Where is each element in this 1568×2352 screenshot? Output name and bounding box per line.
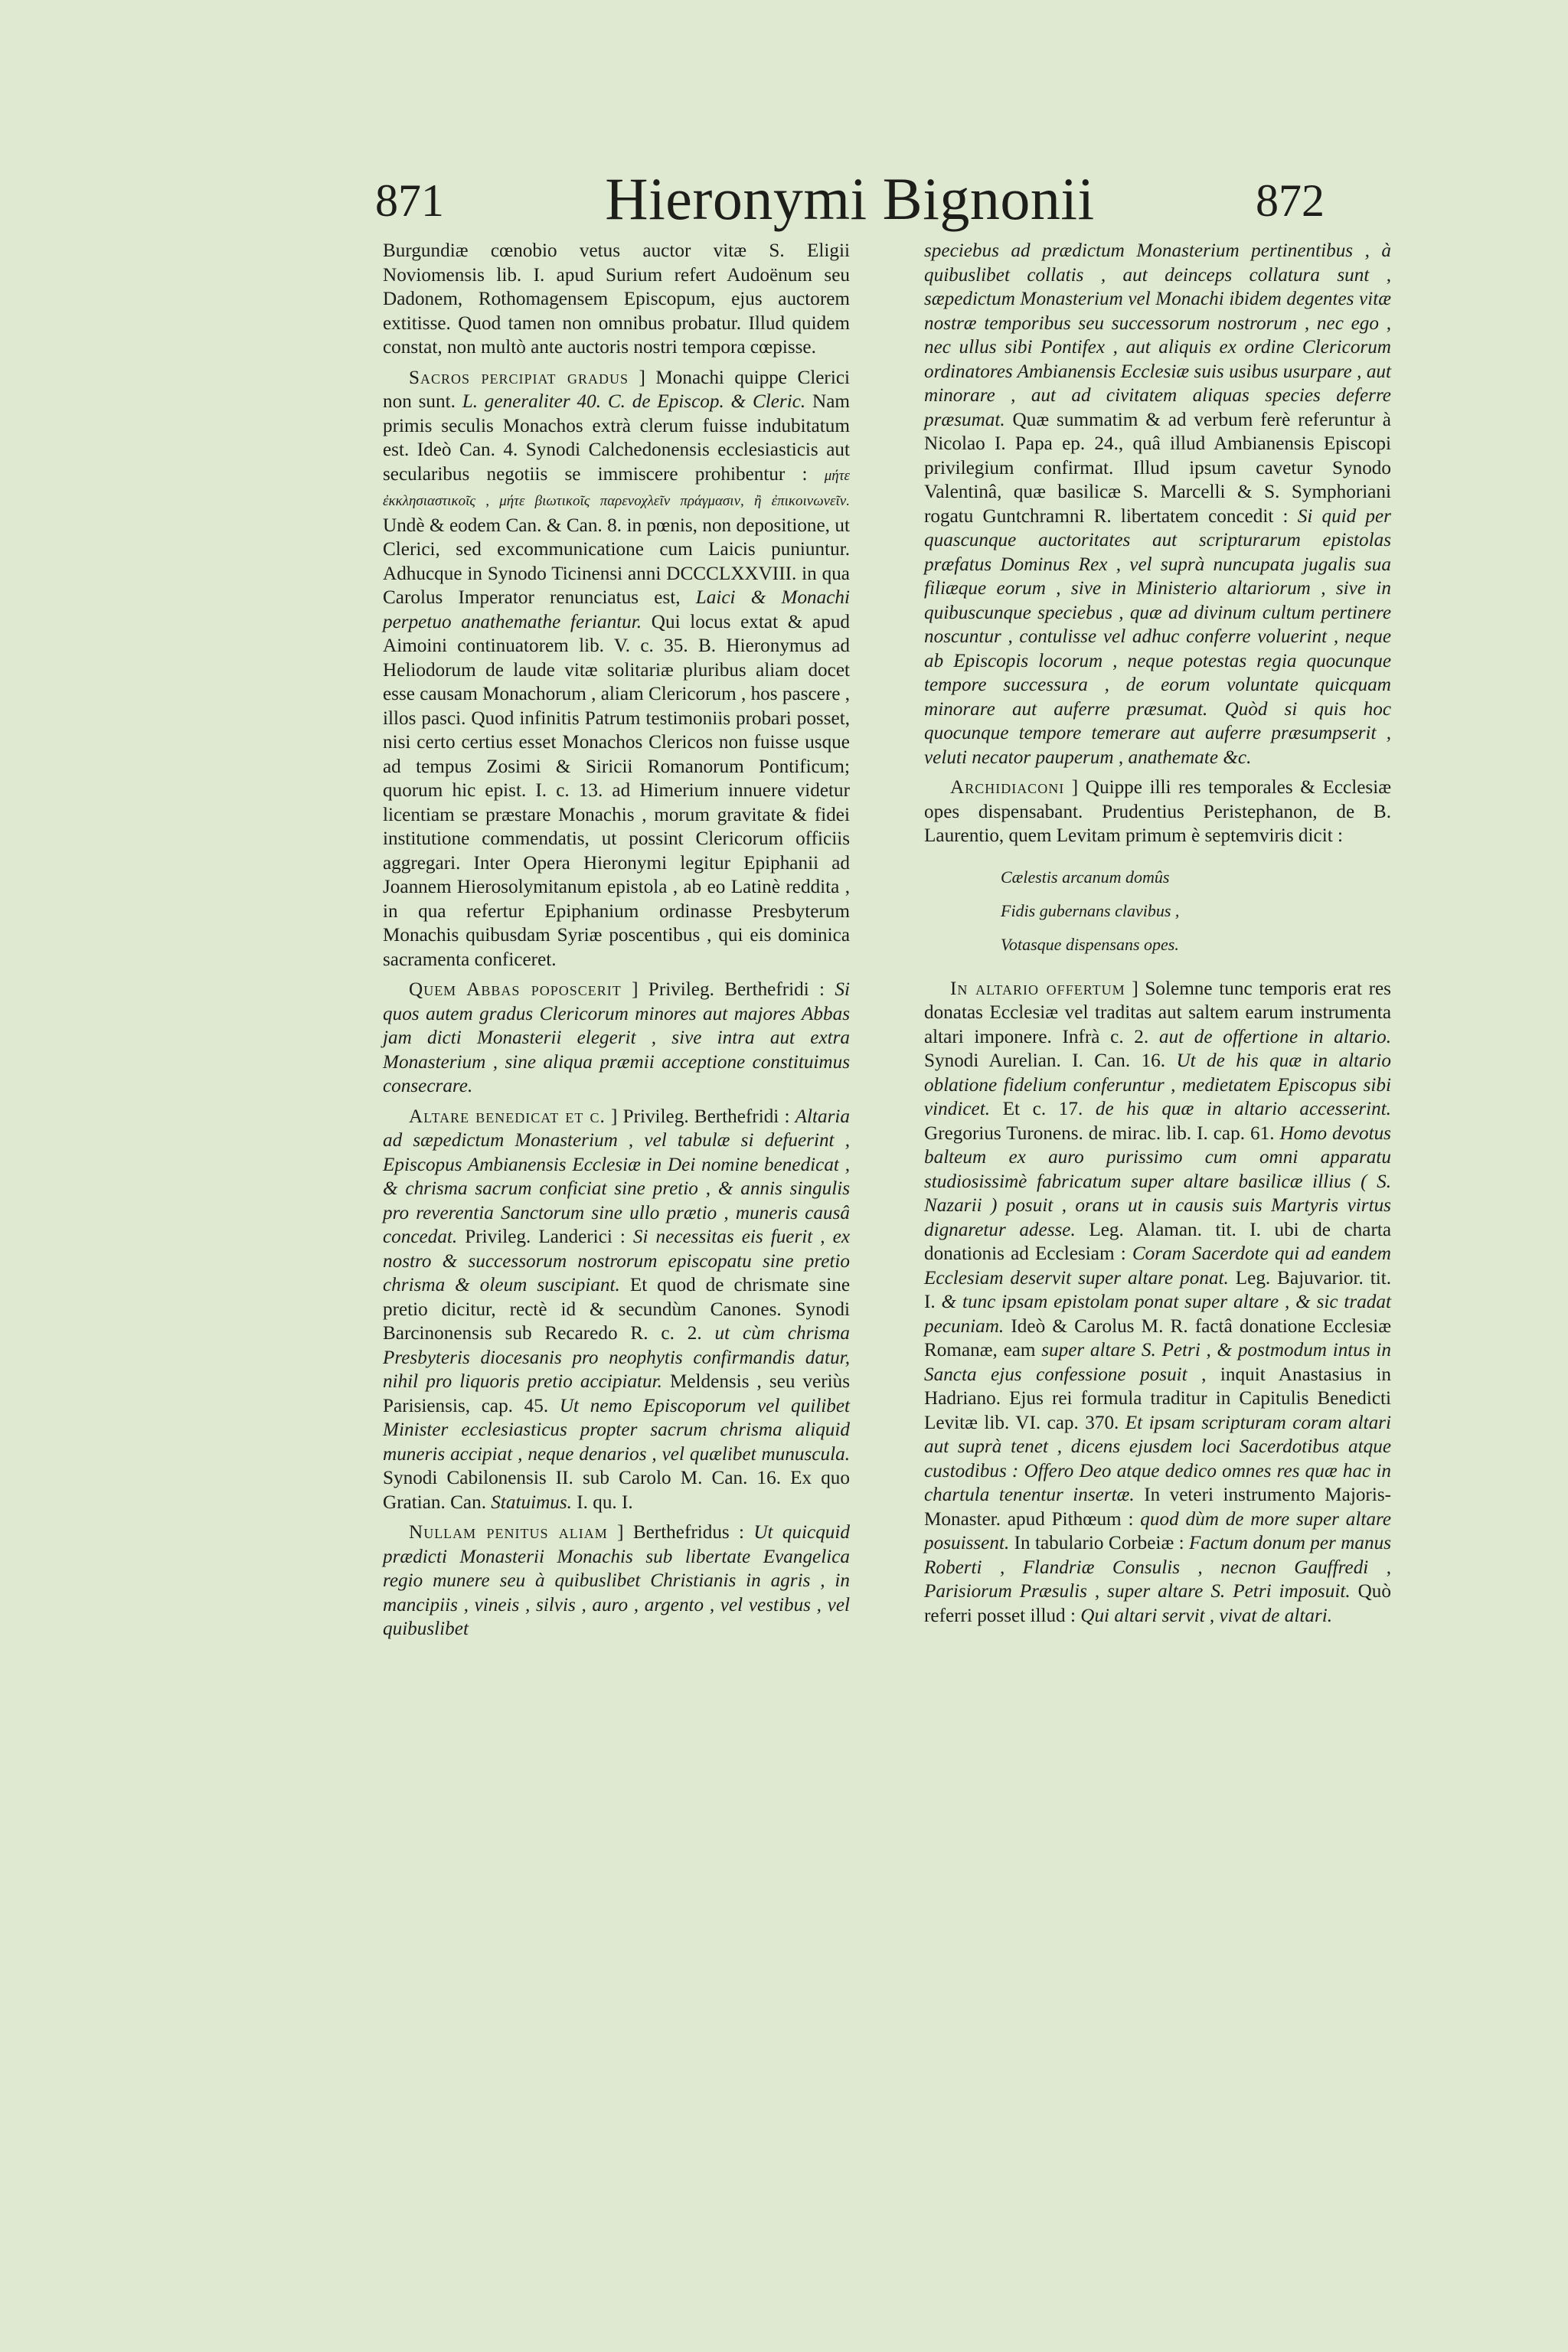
text-run: ] Privileg. Berthefridi : (605, 1106, 795, 1127)
verse-line: Votasque dispensans opes. (1001, 934, 1179, 954)
text-run: ] Quippe illi res temporales & Ecclesiæ opes dispensabant. Prudentius Peristephanon, de B. Laurentio, quem Levitam primum è septemviris dicit : (924, 777, 1391, 846)
text-run: ] Solemne tunc temporis erat res donatas Ecclesiæ vel traditas aut saltem earum instrumenta altari imponere. Infrà c. 2. (924, 978, 1391, 1047)
text-run: Synodi Aurelian. I. Can. 16. (924, 1050, 1177, 1071)
paragraph (924, 776, 1391, 848)
quotation: Si quid per quascunque auctoritates aut scripturarum epistolas præfatus Dominus Rex , vel suprà nuncupata jugalis sua filiæque eorum , sive in Ministerio altariorum , sive in quibuscunque speciebus , quæ ad divinum cultum pertinere noscuntur , contulisse vel adhuc conferre voluerint , neque ab Episcopis locorum , neque potestas regia quocunque tempore successura , de eorum voluntate quicquam minorare aut auferre præsumat. Quòd si quis hoc quocunque tempore temerare aut auferre præsumpserit , veluti necator pauperum , anathemate &c. (924, 505, 1391, 768)
quotation: quod dùm de more super altare posuissent. (924, 1508, 1392, 1553)
text-run: ] Monachi quippe Clerici non sunt. (383, 367, 850, 412)
quotation: super altare S. Petri , & postmodum intus in Sancta ejus confessione posuit (924, 1340, 1391, 1385)
text-run: In tabulario Corbeiæ : (1009, 1533, 1190, 1553)
text-run: In veteri instrumento Majoris-Monaster. apud Pithœum : (924, 1485, 1392, 1530)
lemma: Archidiaconi (950, 777, 1065, 798)
citation: Statuimus. (491, 1491, 572, 1513)
text-run: Et c. 17. (990, 1099, 1096, 1119)
text-run: Leg. Alaman. tit. I. ubi de charta donationis ad Ecclesiam : (924, 1219, 1392, 1264)
text-run: Quò referri posset illud : (924, 1581, 1391, 1626)
page-number-right: 872 (1256, 175, 1325, 226)
quotation: Ut de his quæ in altario oblatione fidelium conferuntur , medietatem Episcopus sibi vindicet. (924, 1050, 1391, 1119)
quotation: Et ipsam scripturam coram altari aut suprà tenet , dicens ejusdem loci Sacerdotibus atque custodibus : Offero Deo atque dedico omnes res quæ hac in chartula tenentur insertæ. (924, 1412, 1391, 1505)
text-run: Synodi Cabilonensis II. sub Carolo M. Can. 16. Ex quo Gratian. Can. (383, 1468, 850, 1513)
page-number-left: 871 (375, 175, 444, 226)
paragraph (383, 1521, 850, 1642)
text-run: Qui locus extat & apud Aimoini continuatorem lib. V. c. 35. B. Hieronymus ad Heliodorum de laude vitæ solitariæ pluribus aliam docet esse causam Monachorum , aliam Clericorum , hos pascere , illos pasci. Quod infinitis Patrum testimoniis probari posset, nisi certo certius esset Monachos Clericos non fuisse usque ad tempus Zosimi & Siricii Romanorum Pontificum; quorum hic epist. I. c. 13. ad Himerium innuere videtur licentiam se præstare Monachis , morum gravitate & fidei institutione commendatis, ut possint Clericorum officiis aggregari. Inter Opera Hieronymi legitur Epiphanii ad Joannem Hierosolymitanum epistola , ab eo Latinè reddita , in qua refertur Epiphanium ordinasse Presbyterum Monachis quibusdam Syriæ poscentibus , qui eis dominica sacramenta conficeret. (383, 611, 851, 970)
text-run: , inquit Anastasius in Hadriano. Ejus rei formula traditur in Capitulis Benedicti Levitæ lib. VI. cap. 370. (924, 1364, 1392, 1433)
paragraph (924, 239, 1391, 769)
quotation: Altaria ad sæpedictum Monasterium , vel tabulæ si defuerint , Episcopus Ambianensis Ecclesiæ in Dei nomine benedicat , & chrisma sacrum conficiat sine pretio , & annis singulis pro reverentia Sanctorum sine ullo prætio , muneris causâ concedat. (383, 1106, 850, 1247)
quotation: Ut quicquid prædicti Monasterii Monachis sub libertate Evangelica regio munere seu à quibuslibet Christianis in agris , in mancipiis , vineis , silvis , auro , argento , vel vestibus , vel quibuslibet (383, 1522, 850, 1639)
citation: L. generaliter 40. C. de Episcop. & Cleric. (462, 391, 806, 412)
left-column (383, 239, 850, 1648)
text-run: Ideò & Carolus M. R. factâ donatione Ecclesiæ Romanæ, eam (924, 1315, 1391, 1361)
quotation: de his quæ in altario accesserint. (1095, 1099, 1391, 1119)
paragraph: Burgundiæ cœnobio vetus auctor vitæ S. Eligii Noviomensis lib. I. apud Surium refert Audoënum seu Dadonem, Rothomagensem Episcopum, ejus auctorem extitisse. Quod tamen non omnibus probatur. Illud quidem constat, non multò ante auctoris nostri tempora cœpisse. (383, 240, 850, 358)
quotation: Si quos autem gradus Clericorum minores aut majores Abbas jam dicti Monasterii elegerit , sive intra aut extra Monasterium , sine aliqua præmii acceptione constituimus consecrare. (383, 979, 850, 1096)
quotation: Coram Sacerdote qui ad eandem Ecclesiam deservit super altare ponat. (924, 1243, 1391, 1289)
text-run: I. qu. I. (571, 1491, 633, 1513)
quotation: ut cùm chrisma Presbyteris diocesanis pro neophytis confirmandis datur, nihil pro liquoris pretio accipiatur. (383, 1323, 851, 1392)
quotation: speciebus ad prædictum Monasterium pertinentibus , à quibuslibet collatis , aut deinceps collatura sunt , sæpedictum Monasterium vel Monachi ibidem degentes vitæ nostræ temporibus seu successorum nostrorum , nec ego , nec ullus sibi Pontifex , aut aliquis ex ordine Clericorum ordinatores Ambianensis Ecclesiæ suis usibus usurpare , aut minorare , aut ad civitatem aliquas species deferre præsumat. (924, 240, 1391, 430)
quotation: Homo devotus balteum ex auro purissimo cum omni apparatu studiosissimè fabricatum super altare basilicæ illius ( S. Nazarii ) posuit , orans ut in causis suis Martyris virtus dignaretur adesse. (924, 1122, 1391, 1240)
paragraph (383, 978, 850, 1099)
text-run: Leg. Bajuvarior. tit. I. (924, 1267, 1391, 1312)
quotation: Si necessitas eis fuerit , ex nostro & successorum nostrorum episcopatu sine pretio chrisma & oleum suscipiant. (383, 1227, 850, 1295)
lemma: Sacros percipiat gradus (409, 367, 629, 388)
quotation: Laici & Monachi perpetuo anathemathe feriantur. (383, 587, 851, 632)
text-run: Meldensis , seu veriùs Parisiensis, cap. 45. (383, 1371, 850, 1416)
paragraph (383, 1105, 850, 1515)
lemma: Quem Abbas poposcerit (409, 979, 622, 1000)
verse-line: Fidis gubernans clavibus , (1001, 900, 1180, 920)
text-run: Undè & eodem Can. & Can. 8. in pœnis, non depositione, ut Clerici, sed excommunicatione cum Laicis puniuntur. Adhucque in Synodo Ticinensi anni DCCCLXXVIII. in qua Carolus Imperator renunciatus est, (383, 514, 850, 608)
verse-line: Cælestis arcanum domûs (1001, 867, 1170, 887)
text-run: Gregorius Turonens. de mirac. lib. I. cap. 61. (924, 1122, 1280, 1144)
text-run: ] Berthefridus : (607, 1522, 754, 1543)
running-title: Hieronymi Bignonii (605, 165, 1095, 232)
greek-quote: μήτε ἐκκλησιαστικοῖς , μήτε βιωτικοῖς παρενοχλεῖν πράγμασιν, ἢ ἐπικοινωνεῖν. (383, 467, 850, 509)
paragraph (383, 366, 850, 972)
quotation: aut de offertione in altario. (1158, 1026, 1391, 1047)
quotation: & tunc ipsam epistolam ponat super altare , & sic tradat pecuniam. (924, 1292, 1391, 1337)
text-run: ] Privileg. Berthefridi : (621, 979, 835, 1000)
quotation: Qui altari servit , vivat de altari. (1080, 1605, 1333, 1626)
text-run: Quæ summatim & ad verbum ferè referuntur à Nicolao I. Papa ep. 24., quâ illud Ambianensis Episcopi privilegium confirmat. Illud ipsum cavetur Synodo Valentinâ, quæ basilicæ S. Marcelli & S. Symphoriani rogatu Guntchramni R. libertatem concedit : (924, 409, 1391, 527)
lemma: Altare benedicat et c. (409, 1106, 606, 1127)
paragraph (924, 977, 1391, 1628)
text-run: Privileg. Landerici : (457, 1227, 633, 1247)
text-run: Et quod de chrismate sine pretio dicitur, rectè id & secundùm Canones. Synodi Barcinonensis sub Recaredo R. c. 2. (383, 1275, 850, 1344)
lemma: In altario offertum (950, 978, 1125, 999)
right-column (924, 239, 1391, 1634)
verse-quotation (1001, 861, 1391, 962)
text-run: Nam primis seculis Monachos extrà clerum fuisse indubitatum est. Ideò Can. 4. Synodi Calchedonensis ecclesiasticis aut secularibus negotiis se immiscere prohibentur : (383, 391, 850, 485)
running-header (375, 167, 1325, 236)
quotation: Factum donum per manus Roberti , Flandriæ Consulis , necnon Gauffredi , Parisiorum Præsulis , super altare S. Petri imposuit. (924, 1533, 1391, 1602)
lemma: Nullam penitus aliam (409, 1522, 608, 1543)
quotation: Ut nemo Episcoporum vel quilibet Minister ecclesiasticus propter sacrum chrisma aliquid muneris accipiat , neque denarios , vel quælibet munuscula. (383, 1395, 850, 1465)
